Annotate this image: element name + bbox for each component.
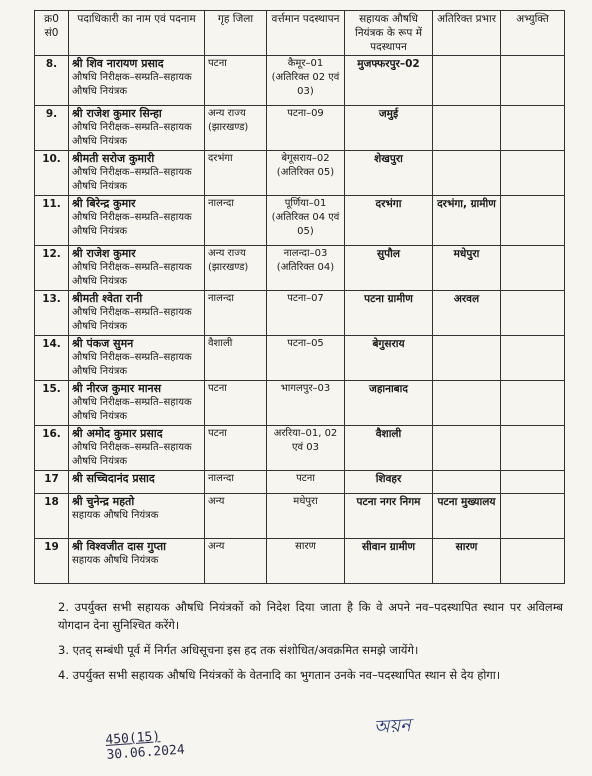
additional-charge	[433, 471, 501, 494]
home-district: पटना	[205, 381, 267, 426]
remarks	[501, 56, 565, 106]
home-district: अन्य राज्य (झारखण्ड)	[205, 106, 267, 151]
new-posting: बेगुसराय	[345, 336, 433, 381]
memo-number: 450(15)	[105, 729, 161, 748]
home-district: अन्य	[205, 494, 267, 539]
officer-name: श्रीमती श्वेता रानी	[72, 292, 143, 305]
current-posting: पटना–09	[267, 106, 345, 151]
remarks	[501, 196, 565, 246]
row-serial: 16.	[35, 426, 69, 471]
officer-designation: सहायक औषधि नियंत्रक	[72, 510, 159, 521]
posting-table	[34, 10, 565, 584]
home-district: दरभंगा	[205, 151, 267, 196]
officer-cell	[69, 106, 205, 151]
new-posting: शेखपुरा	[345, 151, 433, 196]
table-row	[35, 381, 565, 426]
officer-name: श्री सच्चिदानंद प्रसाद	[72, 472, 155, 485]
officer-designation: औषधि निरीक्षक–सम्प्रति–सहायक औषधि नियंत्रक	[72, 72, 192, 97]
home-district: वैशाली	[205, 336, 267, 381]
current-posting: भागलपुर–03	[267, 381, 345, 426]
home-district: पटना	[205, 426, 267, 471]
additional-charge	[433, 106, 501, 151]
new-posting: पटना नगर निगम	[345, 494, 433, 539]
current-posting: बेगूसराय–02 (अतिरिक्त 05)	[267, 151, 345, 196]
row-serial: 14.	[35, 336, 69, 381]
current-posting: सारण	[267, 539, 345, 584]
row-serial: 8.	[35, 56, 69, 106]
officer-cell	[69, 151, 205, 196]
paragraph-2: 2. उपर्युक्त सभी सहायक औषधि नियंत्रकों को निदेश दिया जाता है कि वे अपने नव–पदस्थापित स्थान पर अविलम्ब योगदान देना सुनिश्चित करेंगे।	[58, 600, 563, 632]
additional-charge	[433, 381, 501, 426]
current-posting: अररिया–01, 02 एवं 03	[267, 426, 345, 471]
officer-designation: औषधि निरीक्षक–सम्प्रति–सहायक औषधि नियंत्रक	[72, 167, 192, 192]
paragraph-3: 3. एतद् सम्बंधी पूर्व में निर्गत अधिसूचना इस हद तक संशोधित/अवक्रमित समझे जायेंगे।	[58, 643, 419, 657]
officer-name: श्री बिरेन्द्र कुमार	[72, 197, 136, 210]
additional-charge	[433, 426, 501, 471]
current-posting: मधेपुरा	[267, 494, 345, 539]
officer-cell	[69, 291, 205, 336]
new-posting: शिवहर	[345, 471, 433, 494]
row-serial: 13.	[35, 291, 69, 336]
officer-name: श्री चुनेन्द्र महतो	[72, 495, 135, 508]
new-posting: जमुई	[345, 106, 433, 151]
home-district: नालन्दा	[205, 471, 267, 494]
header-sn: क्र0 सं0	[35, 11, 69, 56]
remarks	[501, 426, 565, 471]
paragraph-4: 4. उपर्युक्त सभी सहायक औषधि नियंत्रकों के वेतनादि का भुगतान उनके नव–पदस्थापित स्थान से देय होगा।	[58, 668, 501, 682]
header-current-posting: वर्त्तमान पदस्थापन	[267, 11, 345, 56]
instructions	[58, 598, 563, 691]
header-additional-charge: अतिरिक्त प्रभार	[433, 11, 501, 56]
officer-cell	[69, 494, 205, 539]
table-row	[35, 151, 565, 196]
row-serial: 11.	[35, 196, 69, 246]
additional-charge	[433, 151, 501, 196]
officer-designation: औषधि निरीक्षक–सम्प्रति–सहायक औषधि नियंत्रक	[72, 122, 192, 147]
current-posting: पटना	[267, 471, 345, 494]
current-posting: पूर्णिया–01 (अतिरिक्त 04 एवं 05)	[267, 196, 345, 246]
home-district: नालन्दा	[205, 291, 267, 336]
officer-name: श्री राजेश कुमार	[72, 247, 136, 260]
table-row	[35, 291, 565, 336]
additional-charge: पटना मुख्यालय	[433, 494, 501, 539]
row-serial: 9.	[35, 106, 69, 151]
table-row	[35, 56, 565, 106]
new-posting: मुजफ्फरपुर–02	[345, 56, 433, 106]
additional-charge: मधेपुरा	[433, 246, 501, 291]
current-posting: पटना–05	[267, 336, 345, 381]
officer-designation: औषधि निरीक्षक–सम्प्रति–सहायक औषधि नियंत्रक	[72, 442, 192, 467]
additional-charge: अरवल	[433, 291, 501, 336]
header-officer: पदाधिकारी का नाम एवं पदनाम	[69, 11, 205, 56]
additional-charge: दरभंगा, ग्रामीण	[433, 196, 501, 246]
table-row	[35, 196, 565, 246]
home-district: नालन्दा	[205, 196, 267, 246]
row-serial: 18	[35, 494, 69, 539]
officer-name: श्री अमोद कुमार प्रसाद	[72, 427, 163, 440]
header-remarks: अभ्युक्ति	[501, 11, 565, 56]
current-posting: पटना–07	[267, 291, 345, 336]
table-header-row	[35, 11, 565, 56]
remarks	[501, 471, 565, 494]
row-serial: 17	[35, 471, 69, 494]
officer-name: श्री नीरज कुमार मानस	[72, 382, 162, 395]
header-home-district: गृह जिला	[205, 11, 267, 56]
new-posting: सुपौल	[345, 246, 433, 291]
home-district: पटना	[205, 56, 267, 106]
officer-designation: औषधि निरीक्षक–सम्प्रति–सहायक औषधि नियंत्रक	[72, 307, 192, 332]
officer-cell	[69, 539, 205, 584]
table-row	[35, 426, 565, 471]
officer-cell	[69, 426, 205, 471]
table-row	[35, 494, 565, 539]
signature-text: অয়ন	[373, 715, 412, 738]
officer-cell	[69, 246, 205, 291]
officer-name: श्री राजेश कुमार सिन्हा	[72, 107, 162, 120]
officer-cell	[69, 471, 205, 494]
officer-cell	[69, 381, 205, 426]
handwritten-memo-number	[105, 728, 185, 763]
home-district: अन्य राज्य (झारखण्ड)	[205, 246, 267, 291]
table-row	[35, 471, 565, 494]
new-posting: दरभंगा	[345, 196, 433, 246]
table-row	[35, 246, 565, 291]
row-serial: 19	[35, 539, 69, 584]
officer-name: श्री विश्वजीत दास गुप्ता	[72, 540, 166, 553]
officer-cell	[69, 336, 205, 381]
officer-designation: औषधि निरीक्षक–सम्प्रति–सहायक औषधि नियंत्रक	[72, 397, 192, 422]
current-posting: कैमूर–01 (अतिरिक्त 02 एवं 03)	[267, 56, 345, 106]
remarks	[501, 151, 565, 196]
header-new-posting: सहायक औषधि नियंत्रक के रूप में पदस्थापन	[345, 11, 433, 56]
additional-charge	[433, 56, 501, 106]
officer-name: श्री शिव नारायण प्रसाद	[72, 57, 164, 70]
officer-designation: औषधि निरीक्षक–सम्प्रति–सहायक औषधि नियंत्रक	[72, 352, 192, 377]
officer-name: श्रीमती सरोज कुमारी	[72, 152, 155, 165]
remarks	[501, 539, 565, 584]
table-row	[35, 336, 565, 381]
officer-designation: औषधि निरीक्षक–सम्प्रति–सहायक औषधि नियंत्रक	[72, 262, 192, 287]
remarks	[501, 336, 565, 381]
officer-name: श्री पंकज सुमन	[72, 337, 134, 350]
row-serial: 15.	[35, 381, 69, 426]
signature	[373, 711, 412, 744]
officer-cell	[69, 196, 205, 246]
table-row	[35, 539, 565, 584]
additional-charge	[433, 336, 501, 381]
remarks	[501, 246, 565, 291]
new-posting: वैशाली	[345, 426, 433, 471]
new-posting: सीवान ग्रामीण	[345, 539, 433, 584]
officer-cell	[69, 56, 205, 106]
row-serial: 12.	[35, 246, 69, 291]
officer-designation: सहायक औषधि नियंत्रक	[72, 555, 159, 566]
remarks	[501, 291, 565, 336]
table-row	[35, 106, 565, 151]
remarks	[501, 381, 565, 426]
additional-charge: सारण	[433, 539, 501, 584]
officer-designation: औषधि निरीक्षक–सम्प्रति–सहायक औषधि नियंत्रक	[72, 212, 192, 237]
current-posting: नालन्दा–03 (अतिरिक्त 04)	[267, 246, 345, 291]
memo-date: 30.06.2024	[106, 742, 186, 763]
row-serial: 10.	[35, 151, 69, 196]
remarks	[501, 494, 565, 539]
home-district: अन्य	[205, 539, 267, 584]
remarks	[501, 106, 565, 151]
new-posting: जहानाबाद	[345, 381, 433, 426]
new-posting: पटना ग्रामीण	[345, 291, 433, 336]
